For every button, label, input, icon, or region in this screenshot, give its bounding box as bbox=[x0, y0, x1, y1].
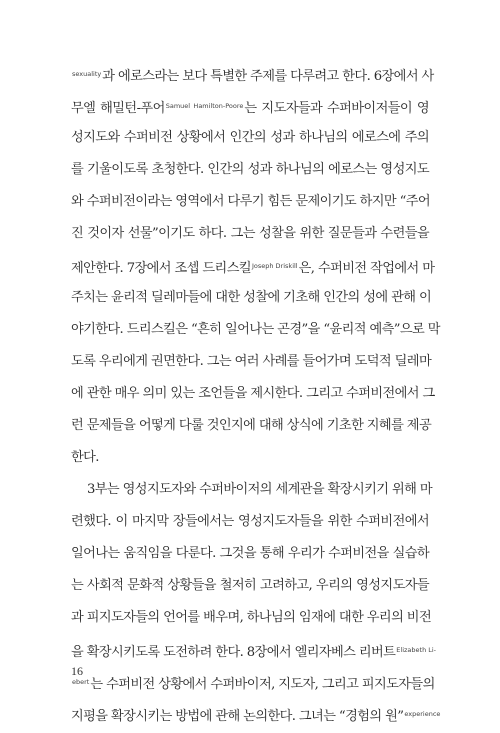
english-gloss: ebert bbox=[72, 678, 90, 686]
text-run: 3부는 영성지도자와 수퍼바이저의 세계관을 확장시키기 위해 마 bbox=[87, 482, 432, 497]
text-line bbox=[71, 602, 432, 634]
text-line bbox=[71, 154, 429, 186]
text-run: 련했다. 이 마지막 장들에서는 영성지도자들을 위한 수퍼비전에서 bbox=[71, 514, 429, 529]
english-gloss: Joseph Driskill bbox=[251, 262, 298, 270]
english-gloss: experience bbox=[404, 710, 441, 718]
paragraph bbox=[71, 474, 441, 730]
text-line bbox=[71, 666, 435, 698]
text-line bbox=[71, 474, 432, 506]
text-line bbox=[71, 346, 432, 378]
text-run: 에 관한 매우 의미 있는 조언들을 제시한다. 그리고 수퍼비전에서 그 bbox=[71, 386, 435, 401]
text-line bbox=[71, 378, 435, 410]
page-number: 16 bbox=[71, 664, 83, 678]
text-line bbox=[71, 538, 429, 570]
text-line bbox=[71, 218, 429, 250]
text-run: 일어나는 움직임을 다룬다. 그것을 통해 우리가 수퍼비전을 실습하 bbox=[71, 546, 429, 561]
text-run: 을 확장시키도록 도전하려 한다. 8장에서 엘리자베스 리버트 bbox=[71, 645, 396, 660]
text-run: 은, 수퍼비전 작업에서 마 bbox=[298, 261, 435, 276]
text-run: 제안한다. 7장에서 조셉 드리스킬 bbox=[71, 261, 251, 276]
text-line bbox=[71, 186, 429, 218]
text-line bbox=[71, 410, 432, 442]
text-run: 야기한다. 드리스킬은 “흔히 일어나는 곤경”을 “윤리적 예측”으로 막 bbox=[71, 322, 440, 337]
text-run: 주치는 윤리적 딜레마들에 대한 성찰에 기초해 인간의 성에 관해 이 bbox=[71, 290, 432, 305]
text-run: 과 피지도자들의 언어를 배우며, 하나님의 임재에 대한 우리의 비전 bbox=[71, 610, 432, 625]
text-run: 런 문제들을 어떻게 다룰 것인지에 대해 상식에 기초한 지혜를 제공 bbox=[71, 418, 432, 433]
text-run: 진 것이자 선물”이기도 하다. 그는 성찰을 위한 질문들과 수련들을 bbox=[71, 226, 429, 241]
text-run: 는 사회적 문화적 상황들을 철저히 고려하고, 우리의 영성지도자들 bbox=[71, 578, 429, 593]
text-line bbox=[71, 570, 429, 602]
paragraph bbox=[71, 58, 440, 474]
text-run: 를 기울이도록 초청한다. 인간의 성과 하나님의 에로스는 영성지도 bbox=[71, 162, 429, 177]
text-run: 는 수퍼비전 상황에서 수퍼바이저, 지도자, 그리고 피지도자들의 bbox=[90, 677, 435, 692]
text-run: 과 에로스라는 보다 특별한 주제를 다루려고 한다. 6장에서 사 bbox=[102, 69, 434, 84]
english-gloss: Samuel Hamilton-Poore bbox=[165, 102, 244, 110]
text-run: 도록 우리에게 권면한다. 그는 여러 사례를 들어가며 도덕적 딜레마 bbox=[71, 354, 432, 369]
english-gloss: sexuality bbox=[72, 70, 102, 78]
text-line bbox=[71, 250, 435, 282]
text-line bbox=[71, 506, 429, 538]
body-text bbox=[71, 58, 441, 730]
text-line bbox=[71, 314, 440, 346]
text-line bbox=[71, 122, 429, 154]
text-line bbox=[71, 634, 437, 666]
text-line bbox=[71, 442, 429, 474]
text-run: 와 수퍼비전이라는 영역에서 다루기 힘든 문제이기도 하지만 “주어 bbox=[71, 194, 431, 209]
text-line bbox=[71, 698, 441, 730]
text-run: 무엘 해밀턴-푸어 bbox=[71, 101, 165, 116]
text-run: 지평을 확장시키는 방법에 관해 논의한다. 그녀는 “경험의 원” bbox=[71, 709, 404, 724]
english-gloss: Elizabeth Li- bbox=[396, 646, 437, 654]
text-line bbox=[71, 90, 429, 122]
text-run: 한다. bbox=[71, 450, 99, 465]
text-run: 성지도와 수퍼비전 상황에서 인간의 성과 하나님의 에로스에 주의 bbox=[71, 130, 429, 145]
text-line bbox=[71, 282, 432, 314]
text-run: 는 지도자들과 수퍼바이저들이 영 bbox=[244, 101, 429, 116]
text-line bbox=[71, 58, 434, 90]
